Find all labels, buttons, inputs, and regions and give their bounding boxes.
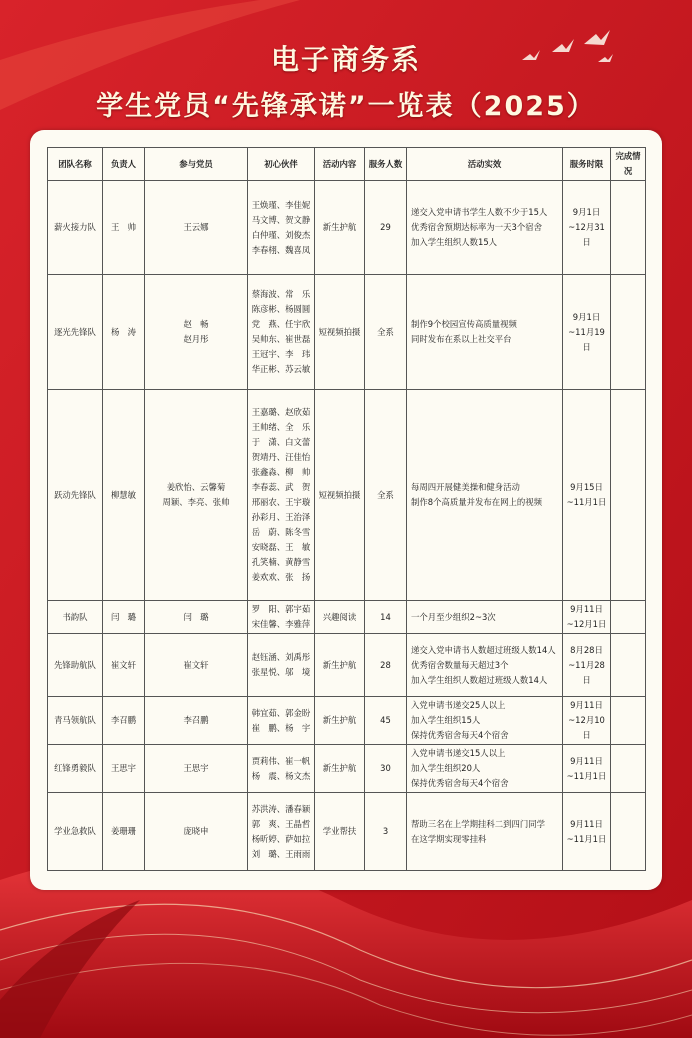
results-cell-line: 一个月至少组织2~3次 — [411, 611, 496, 622]
members-cell — [145, 745, 248, 793]
partners-cell-line: 姜欢欢、张 扬 — [251, 572, 311, 582]
members-cell-line: 周颖、李亮、张帅 — [162, 497, 230, 507]
table-row — [48, 697, 646, 745]
partners-cell-line: 华正彬、苏云敏 — [251, 364, 311, 374]
leader-cell: 崔文轩 — [103, 634, 145, 697]
team-name-cell: 青马领航队 — [48, 697, 103, 745]
members-cell-line: 李召鹏 — [183, 715, 209, 725]
partners-cell-line: 杨 震、杨文杰 — [251, 770, 311, 781]
results-cell-line: 加入学生组织人数15人 — [411, 237, 498, 247]
partners-cell-line: 岳 蔚、陈冬雪 — [251, 527, 311, 537]
partners-cell-line: 罗 阳、郭宇茹 — [251, 604, 311, 614]
results-cell — [407, 181, 563, 275]
results-cell — [407, 275, 563, 390]
count-cell: 29 — [365, 181, 407, 275]
team-name-cell: 学业急救队 — [48, 793, 103, 871]
members-cell-line: 赵月彤 — [183, 334, 209, 344]
partners-cell-line: 苏洪涛、潘春颖 — [251, 803, 311, 814]
partners-cell-line: 吴帅东、崔世磊 — [251, 334, 311, 344]
results-cell-line: 入党申请书递交25人以上 — [411, 700, 506, 710]
partners-cell — [248, 601, 315, 634]
activity-cell: 新生护航 — [315, 181, 365, 275]
partners-cell-line: 贺靖丹、汪佳怡 — [251, 452, 311, 462]
team-name-cell: 书韵队 — [48, 601, 103, 634]
members-cell-line: 王思宇 — [183, 763, 209, 773]
team-name-cell: 薪火接力队 — [48, 181, 103, 275]
column-header: 服务人数 — [365, 148, 407, 181]
results-cell-line: 保持优秀宿舍每天4个宿舍 — [411, 778, 509, 788]
commitment-table — [47, 147, 646, 871]
table-row — [48, 634, 646, 697]
table-row — [48, 181, 646, 275]
partners-cell-line: 刘 璐、王雨雨 — [251, 848, 311, 859]
results-cell — [407, 697, 563, 745]
partners-cell-line: 宋佳馨、李雅萍 — [251, 619, 311, 629]
results-cell-line: 制作9个校园宣传高质量视频 — [411, 319, 517, 329]
table-row — [48, 793, 646, 871]
partners-cell-line: 张星悦、邬 境 — [251, 667, 311, 677]
results-cell-line: 加入学生组织人数超过班级人数14人 — [411, 674, 548, 685]
partners-cell-line: 王冠宇、李 玮 — [251, 349, 311, 359]
results-cell — [407, 601, 563, 634]
members-cell-line: 赵 畅 — [183, 319, 209, 329]
partners-cell-line: 王嘉璐、赵欣茹 — [251, 407, 311, 417]
status-cell — [611, 745, 646, 793]
partners-cell — [248, 745, 315, 793]
table-row — [48, 601, 646, 634]
partners-cell-line: 崔 鹏、杨 宇 — [251, 722, 311, 733]
table-row — [48, 390, 646, 601]
members-cell-line: 闫 璐 — [183, 611, 209, 622]
column-header: 活动实效 — [407, 148, 563, 181]
partners-cell-line: 赵钰涵、刘禹彤 — [251, 652, 311, 662]
partners-cell-line: 蔡海波、常 乐 — [251, 289, 311, 299]
partners-cell-line: 党 燕、任宇欣 — [251, 319, 311, 329]
members-cell — [145, 634, 248, 697]
table-header-row — [48, 148, 646, 181]
partners-cell — [248, 275, 315, 390]
partners-cell-line: 邢丽农、王宇璇 — [251, 497, 311, 507]
results-cell-line: 加入学生组织20人 — [411, 763, 481, 773]
members-cell-line: 姜欣怡、云馨菊 — [166, 482, 226, 492]
partners-cell-line: 于 潇、白文蕾 — [251, 437, 311, 447]
count-cell: 45 — [365, 697, 407, 745]
table-row — [48, 275, 646, 390]
table-card — [30, 130, 662, 890]
results-cell — [407, 390, 563, 601]
partners-cell-line: 韩宜茹、郭金盼 — [251, 707, 311, 718]
leader-cell: 王思宇 — [103, 745, 145, 793]
results-cell-line: 每周四开展健美操和健身活动 — [411, 482, 520, 492]
results-cell-line: 在这学期实现零挂科 — [411, 833, 487, 844]
activity-cell: 兴趣阅读 — [315, 601, 365, 634]
activity-cell: 学业帮扶 — [315, 793, 365, 871]
table-row — [48, 745, 646, 793]
partners-cell — [248, 390, 315, 601]
partners-cell-line: 孔笑楠、黄静雪 — [251, 557, 311, 567]
team-name-cell: 逐光先锋队 — [48, 275, 103, 390]
partners-cell-line: 马文博、贺文静 — [251, 214, 311, 225]
column-header: 参与党员 — [145, 148, 248, 181]
period-cell: 9月15日~11月1日 — [563, 390, 611, 601]
members-cell — [145, 697, 248, 745]
members-cell — [145, 390, 248, 601]
period-cell: 9月11日~11月1日 — [563, 745, 611, 793]
members-cell-line: 崔文轩 — [183, 659, 209, 670]
partners-cell-line: 贾莉伟、崔一帆 — [251, 755, 311, 766]
page-title-line2: 学生党员“先锋承诺”一览表（2025） — [96, 91, 596, 122]
partners-cell-line: 白仲瑾、刘俊杰 — [251, 229, 311, 240]
column-header: 完成情况 — [611, 148, 646, 181]
count-cell: 全系 — [365, 390, 407, 601]
results-cell-line: 递交入党申请书人数超过班级人数14人 — [411, 644, 556, 655]
partners-cell-line: 李春蕊、武 贺 — [251, 482, 311, 492]
activity-cell: 新生护航 — [315, 745, 365, 793]
partners-cell-line: 陈彦彬、杨圆圆 — [251, 304, 311, 314]
partners-cell-line: 杨昕婷、萨如拉 — [251, 833, 311, 844]
partners-cell-line: 孙彩月、王治泽 — [251, 512, 311, 522]
leader-cell: 李召鹏 — [103, 697, 145, 745]
status-cell — [611, 793, 646, 871]
count-cell: 3 — [365, 793, 407, 871]
partners-cell — [248, 181, 315, 275]
column-header: 团队名称 — [48, 148, 103, 181]
status-cell — [611, 634, 646, 697]
members-cell — [145, 181, 248, 275]
results-cell — [407, 634, 563, 697]
count-cell: 28 — [365, 634, 407, 697]
results-cell-line: 递交入党申请书学生人数不少于15人 — [411, 207, 548, 217]
period-cell: 9月11日~12月1日 — [563, 601, 611, 634]
members-cell — [145, 793, 248, 871]
period-cell: 9月11日~12月10日 — [563, 697, 611, 745]
status-cell — [611, 601, 646, 634]
partners-cell-line: 王焕瑾、李佳妮 — [251, 199, 311, 210]
status-cell — [611, 390, 646, 601]
leader-cell: 杨 涛 — [103, 275, 145, 390]
page-title-line1: 电子商务系 — [270, 43, 421, 76]
results-cell — [407, 793, 563, 871]
members-cell-line: 王云娜 — [183, 222, 209, 232]
members-cell — [145, 275, 248, 390]
results-cell-line: 优秀宿舍预期达标率为一天3个宿舍 — [411, 222, 542, 232]
status-cell — [611, 181, 646, 275]
results-cell-line: 加入学生组织15人 — [411, 715, 481, 725]
period-cell: 9月1日~12月31日 — [563, 181, 611, 275]
partners-cell-line: 李春栩、魏喜凤 — [251, 244, 311, 255]
activity-cell: 短视频拍摄 — [315, 390, 365, 601]
count-cell: 14 — [365, 601, 407, 634]
period-cell: 9月11日~11月1日 — [563, 793, 611, 871]
status-cell — [611, 697, 646, 745]
partners-cell — [248, 697, 315, 745]
partners-cell-line: 郭 爽、王晶哲 — [251, 818, 311, 829]
members-cell-line: 庞晓申 — [183, 826, 209, 836]
leader-cell: 柳慧敏 — [103, 390, 145, 601]
team-name-cell: 跃动先锋队 — [48, 390, 103, 601]
team-name-cell: 红锋勇毅队 — [48, 745, 103, 793]
partners-cell-line: 安晓磊、王 敏 — [251, 542, 311, 552]
results-cell-line: 入党申请书递交15人以上 — [411, 748, 506, 758]
column-header: 活动内容 — [315, 148, 365, 181]
period-cell: 8月28日~11月28日 — [563, 634, 611, 697]
partners-cell-line: 王帅绪、全 乐 — [251, 422, 311, 432]
column-header: 服务时限 — [563, 148, 611, 181]
activity-cell: 新生护航 — [315, 697, 365, 745]
column-header: 初心伙伴 — [248, 148, 315, 181]
column-header: 负责人 — [103, 148, 145, 181]
activity-cell: 新生护航 — [315, 634, 365, 697]
count-cell: 30 — [365, 745, 407, 793]
team-name-cell: 先锋助航队 — [48, 634, 103, 697]
period-cell: 9月1日~11月19日 — [563, 275, 611, 390]
activity-cell: 短视频拍摄 — [315, 275, 365, 390]
members-cell — [145, 601, 248, 634]
results-cell-line: 优秀宿舍数量每天超过3个 — [411, 659, 509, 670]
results-cell-line: 帮助三名在上学期挂科二到四门同学 — [411, 818, 545, 829]
count-cell: 全系 — [365, 275, 407, 390]
results-cell-line: 同时发布在系以上社交平台 — [411, 334, 512, 344]
results-cell-line: 保持优秀宿舍每天4个宿舍 — [411, 730, 509, 740]
leader-cell: 王 帅 — [103, 181, 145, 275]
results-cell-line: 制作8个高质量并发布在网上的视频 — [411, 497, 542, 507]
partners-cell — [248, 793, 315, 871]
leader-cell: 姜珊珊 — [103, 793, 145, 871]
results-cell — [407, 745, 563, 793]
leader-cell: 闫 璐 — [103, 601, 145, 634]
partners-cell — [248, 634, 315, 697]
status-cell — [611, 275, 646, 390]
partners-cell-line: 张鑫淼、柳 帅 — [251, 467, 311, 477]
